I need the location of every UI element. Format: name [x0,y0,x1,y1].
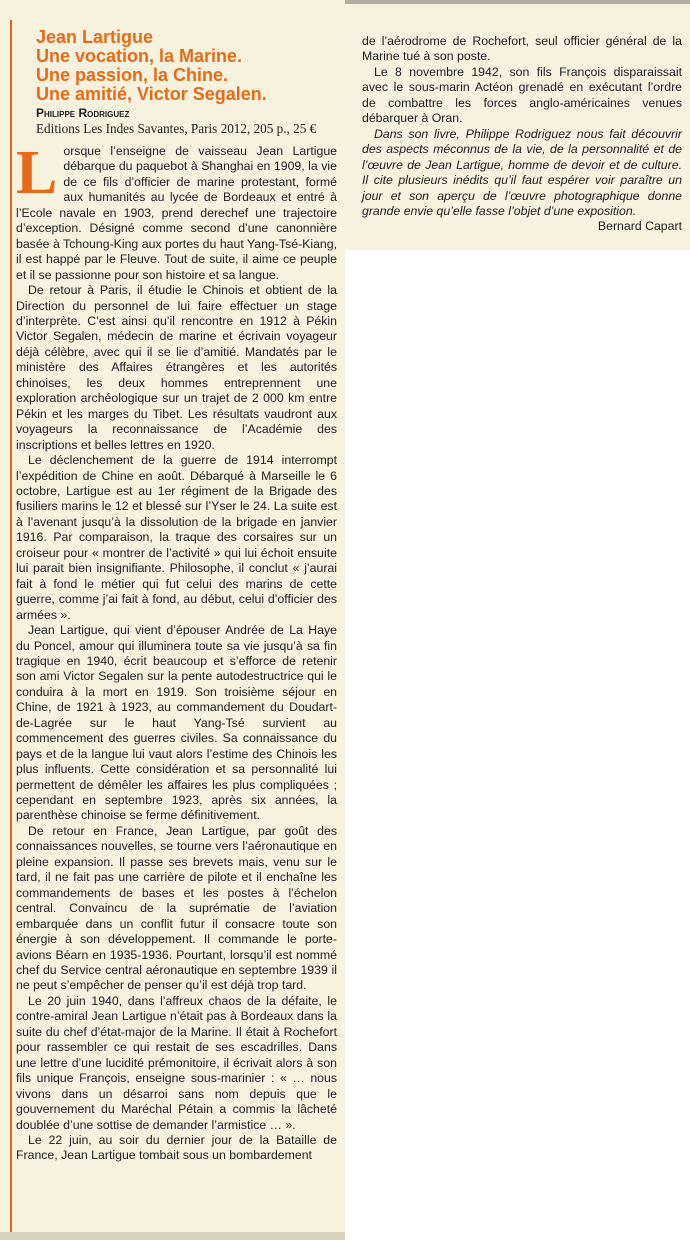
paragraph-text: orsque l’enseigne de vaisseau Jean Lartigue débarque du paquebot à Shanghai en 1909, la vie de ce fils d’officier de marine protestant, formé aux humanités au lycée de Bordeaux et entré à l’Ecole navale en 1903, prend derechef une trajectoire d’exception. Désigné comme second d’une canonnière basée à Tchoung-King aux portes du haut Yang-Tsé-Kiang, il est happé par le Fleuve. Tout de suite, il aime ce peuple et il se passionne pour son histoire et sa langue. [16,144,337,282]
paragraph: Dans son livre, Philippe Rodriguez nous fait découvrir des aspects méconnus de la vie, de la personnalité et de l’œuvre de Jean Lartigue, homme de devoir et de culture. Il cite plusieurs inédits qu’il faut espérer voir paraître un jour et son aperçu de l’œuvre photographique donne grande envie qu’elle fasse l’objet d’une exposition. [362,126,682,218]
paragraph: Le 22 juin, au soir du dernier jour de la Bataille de France, Jean Lartigue tombait sous un bombardement [16,1133,337,1163]
publication-info: Editions Les Indes Savantes, Paris 2012, 205 p., 25 € [36,121,317,136]
article-left-column [16,28,337,1164]
title-line: Une vocation, la Marine. [36,46,243,66]
title-line: Une passion, la Chine. [36,65,229,85]
paragraph: Le déclenchement de la guerre de 1914 interrompt l’expédition de Chine en août. Débarqué à Marseille le 6 octobre, Lartigue est au 1er régiment de la Brigade des fusiliers marins le 12 et blessé sur l’Yser le 24. La suite est à l’avenant jusqu’à la dissolution de la brigade en janvier 1916. Par comparaison, la traque des corsaires sur un croiseur pour « montrer de l’activité » qui lui échoit ensuite lui parait bien insignifiante. Philosophe, il conclut « j’aurai fait à fond le métier qui fut celui des marins de cette guerre, comme j’ai fait à fond, au début, celui d’officier des armées ». [16,453,337,622]
title-line: Une amitié, Victor Segalen. [36,84,267,104]
paragraph: De retour en France, Jean Lartigue, par goût des connaissances nouvelles, se tourne vers l’aéronautique en pleine expansion. Il passe ses brevets mais, venu sur le tard, il ne fait pas une carrière de pilote et il enchaîne les commandements de bases et les postes à l’échelon central. Convaincu de la suprématie de l’aviation embarquée dans un conflit futur il consacre toute son énergie à son développement. Il commande le porte-avions Béarn en 1935-1936. Pourtant, lorsqu’il est nommé chef du Service central aéronautique en septembre 1939 il ne peut s’empêcher de penser qu’il est déjà trop tard. [16,823,337,993]
paragraph: de l’aérodrome de Rochefort, seul officier général de la Marine tué à son poste. [362,34,682,64]
title-line: Jean Lartigue [36,27,154,47]
drop-cap: L [16,139,58,207]
top-rule [345,0,690,4]
author-name: Philippe Rodriguez [36,106,130,120]
paragraph: Le 20 juin 1940, dans l’affreux chaos de la défaite, le contre-amiral Jean Lartigue n’était pas à Bordeaux dans la suite du chef d’état-major de la Marine. Il était à Rochefort pour rassembler ce qui restait de ses escadrilles. Dans une lettre d’une lucidité prémonitoire, il écrivait alors à son fils unique François, enseigne sous-marinier : « … nous vivons dans un désarroi sans nom depuis que le gouvernement du Maréchal Pétain a commis la lâcheté doublée d’une sottise de demander l’armistice … ». [16,993,337,1132]
accent-rule [10,20,12,1235]
paragraph: Jean Lartigue, qui vient d’épouser Andrée de La Haye du Poncel, amour qui illuminera toute sa vie jusqu’à sa fin tragique en 1940, écrit beaucoup et s’efforce de retenir son ami Victor Segalen sur la pente autodestructrice qui le conduira à la mort en 1919. Son troisième séjour en Chine, de 1921 à 1923, au commandement du Doudart-de-Lagrée sur le haut Yang-Tsé survient au commencement des guerres civiles. Sa connaissance du pays et de la langue lui vaut alors l’estime des Chinois les plus influents. Cette considération et sa personnalité lui permettent de démêler les affaires les plus compliquées ; cependant en septembre 1923, après six années, la parenthèse chinoise se ferme définitivement. [16,623,337,823]
signature: Bernard Capart [597,219,682,234]
blank-area [345,250,690,1240]
paragraph: Le 8 novembre 1942, son fils François disparaissait avec le sous-marin Actéon grenadé en exécutant l’ordre de combattre les forces anglo-américaines venues débarquer à Oran. [362,64,682,126]
article-right-column [362,34,682,234]
paragraph: De retour à Paris, il étudie le Chinois et obtient de la Direction du personnel de lui faire effectuer un stage d’interprète. C’est ainsi qu’il rencontre en 1912 à Pékin Victor Segalen, médecin de marine et écrivain voyageur déjà célèbre, avec qui il se lie d’amitié. Mandatés par le ministère des Affaires étrangères et les autorités chinoises, les deux hommes entreprennent une exploration archéologique sur un trajet de 2 000 km entre Pékin et les marges du Tibet. Les résultats vaudront aux voyageurs la reconnaissance de l’Académie des inscriptions et belles lettres en 1920. [16,283,337,452]
article-title [36,28,337,104]
paragraph [16,139,337,283]
bottom-edge [0,1232,345,1240]
